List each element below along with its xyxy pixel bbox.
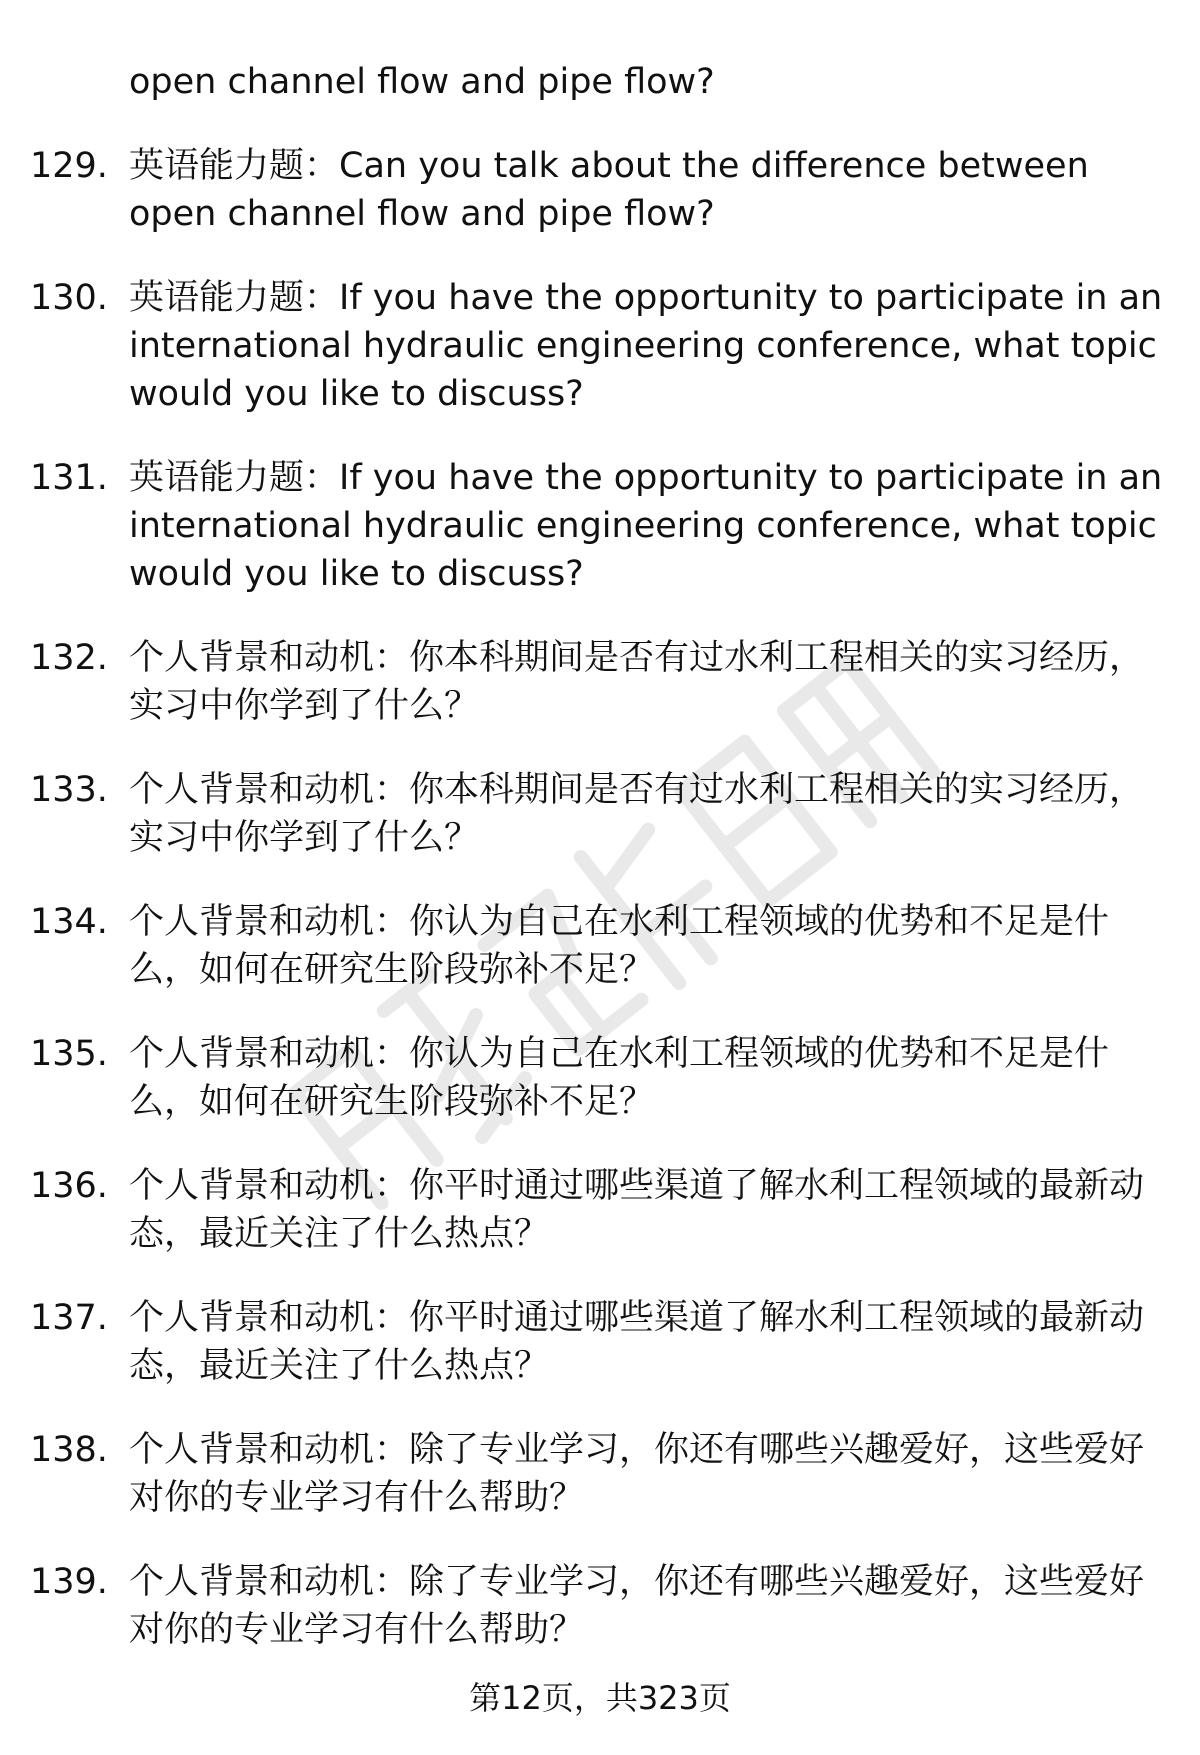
item-text: 个人背景和动机：你认为自己在水利工程领域的优势和不足是什么，如何在研究生阶段弥补不足？ [129,1034,1110,1122]
list-item [30,1294,1170,1390]
item-number: 134. [30,902,108,942]
list-item [30,1426,1170,1522]
list-item [30,1162,1170,1258]
list-item [30,634,1170,730]
item-text: 个人背景和动机：除了专业学习，你还有哪些兴趣爱好，这些爱好对你的专业学习有什么帮助？ [129,1562,1145,1650]
question-list [30,58,1170,1690]
continuation-line: open channel flow and pipe flow? [129,62,715,102]
list-item [30,142,1170,238]
list-item [30,274,1170,418]
item-text: 个人背景和动机：除了专业学习，你还有哪些兴趣爱好，这些爱好对你的专业学习有什么帮助？ [129,1430,1145,1518]
list-item [30,1030,1170,1126]
item-number: 132. [30,638,108,678]
item-text: 个人背景和动机：你平时通过哪些渠道了解水利工程领域的最新动态，最近关注了什么热点？ [129,1298,1145,1386]
list-item [30,1558,1170,1654]
item-text: 英语能力题：If you have the opportunity to participate in an international hydraulic engineering conference, what topic would you like to discuss? [129,458,1163,594]
item-number: 139. [30,1562,108,1602]
item-number: 133. [30,770,108,810]
list-item [30,898,1170,994]
item-number: 131. [30,458,108,498]
item-text: 英语能力题：Can you talk about the difference between open channel flow and pipe flow? [129,146,1089,234]
page-footer: 第12页，共323页 [469,1679,731,1717]
item-text: 个人背景和动机：你本科期间是否有过水利工程相关的实习经历，实习中你学到了什么？ [129,638,1145,726]
item-number: 138. [30,1430,108,1470]
list-item [30,766,1170,862]
item-text: 个人背景和动机：你平时通过哪些渠道了解水利工程领域的最新动态，最近关注了什么热点？ [129,1166,1145,1254]
item-number: 136. [30,1166,108,1206]
item-text: 英语能力题：If you have the opportunity to participate in an international hydraulic engineering conference, what topic would you like to discuss? [129,278,1163,414]
item-text: 个人背景和动机：你认为自己在水利工程领域的优势和不足是什么，如何在研究生阶段弥补不足？ [129,902,1110,990]
item-number: 135. [30,1034,108,1074]
item-number: 130. [30,278,108,318]
item-number: 129. [30,146,108,186]
item-number: 137. [30,1298,108,1338]
item-text: 个人背景和动机：你本科期间是否有过水利工程相关的实习经历，实习中你学到了什么？ [129,770,1145,858]
list-item [30,454,1170,598]
